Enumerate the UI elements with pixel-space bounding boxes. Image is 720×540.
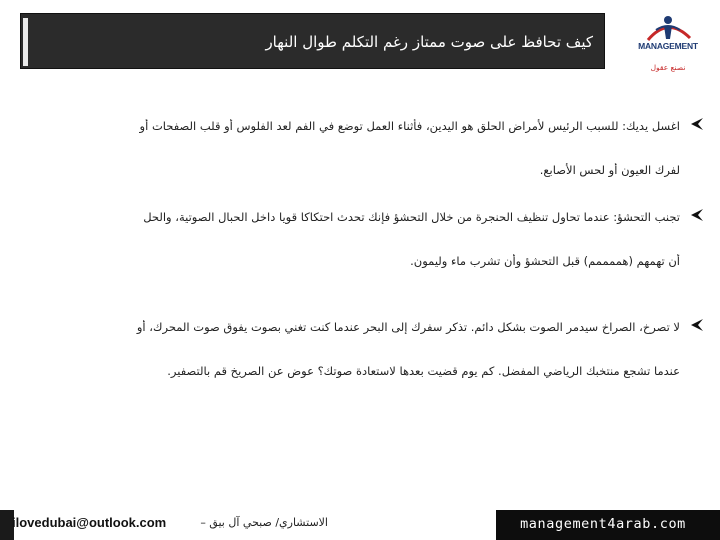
bullet-item xyxy=(72,210,680,268)
bullet-line-1: اغسل يديك: للسبب الرئيس لأمراض الحلق هو اليدين، فأثناء العمل توضع في الفم لعد الفلوس أو قلب الصفحات أو xyxy=(139,119,680,133)
title-accent-stripe xyxy=(23,18,28,66)
footer-website-link[interactable]: management4arab.com xyxy=(520,516,686,532)
logo-tagline: نصنع عقول xyxy=(650,63,686,72)
logo-brand-name: MANAGEMENT xyxy=(638,41,698,51)
bullet-item xyxy=(72,320,680,378)
footer-author: الاستشاري/ صبحي آل بيق – xyxy=(200,516,328,529)
bullet-arrow-icon xyxy=(690,318,704,332)
bullet-line-1: تجنب التحشؤ: عندما تحاول تنظيف الحنجرة من خلال التحشؤ فإنك تحدث احتكاكا قويا داخل الحبال الصوتية، والحل xyxy=(143,210,680,224)
bullet-line-2: أن تهمهم (هممممم) قبل التحشؤ وأن تشرب ماء وليمون. xyxy=(410,254,680,268)
bullet-arrow-icon xyxy=(690,208,704,222)
bullet-line-2: لفرك العيون أو لحس الأصابع. xyxy=(539,163,680,177)
bullet-arrow-icon xyxy=(690,117,704,131)
logo-figure-icon xyxy=(648,16,690,40)
bullet-line-1: لا تصرخ، الصراخ سيدمر الصوت بشكل دائم. تذكر سفرك إلى البحر عندما كنت تغني بصوت يفوق صوت المحرك، أو xyxy=(136,320,680,334)
footer-email[interactable]: ilovedubai@outlook.com xyxy=(12,515,167,530)
bullet-item xyxy=(72,119,680,177)
bullet-line-2: عندما تشجع منتخبك الرياضي المفضل. كم يوم قضيت بعدها لاستعادة صوتك؟ عوض عن الصريخ قم بالتصفير. xyxy=(167,364,680,378)
slide-title: كيف تحافظ على صوت ممتاز رغم التكلم طوال النهار xyxy=(265,33,593,51)
